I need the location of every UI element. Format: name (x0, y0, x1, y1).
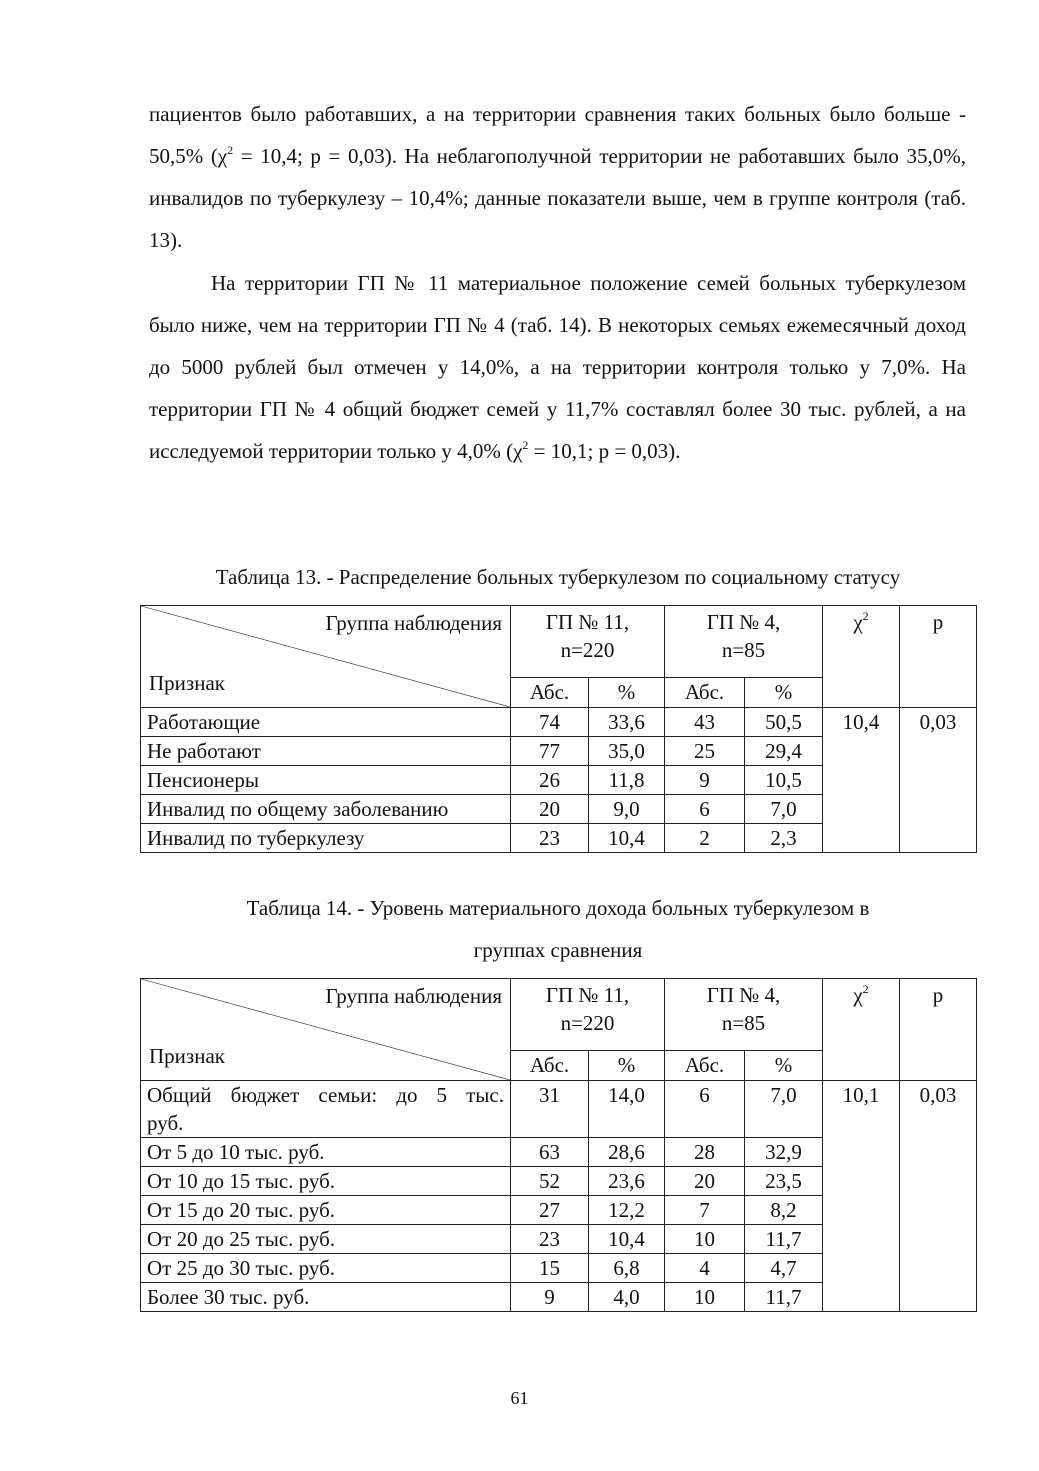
gp11-abs: 77 (511, 737, 589, 766)
abs-header: Абс. (511, 1051, 589, 1081)
p-value: 0,03 (900, 1081, 977, 1312)
gp4-abs: 7 (665, 1196, 745, 1225)
pct-header: % (589, 1051, 665, 1081)
table-row (141, 1081, 977, 1138)
gp11-pct: 23,6 (589, 1167, 665, 1196)
gp4-abs: 6 (665, 795, 745, 824)
feature-label: Признак (149, 1044, 225, 1068)
row-label: Инвалид по туберкулезу (141, 824, 511, 853)
chi-square-superscript: 2 (522, 438, 529, 452)
gp4-pct: 10,5 (745, 766, 823, 795)
row-label: От 10 до 15 тыс. руб. (141, 1167, 511, 1196)
gp11-abs: 26 (511, 766, 589, 795)
chi-header: $\chi^2$ (823, 979, 900, 1081)
gp4-pct: 29,4 (745, 737, 823, 766)
gp11-pct: 9,0 (589, 795, 665, 824)
chi-value: 10,4 (823, 708, 900, 853)
gp11-pct: 4,0 (589, 1283, 665, 1312)
gp4-pct: 50,5 (745, 708, 823, 737)
table-header-diagonal-cell (141, 979, 511, 1081)
pct-header: % (745, 678, 823, 708)
gp11-pct: 14,0 (589, 1081, 665, 1138)
gp11-abs: 74 (511, 708, 589, 737)
table-14-caption-line-1: Таблица 14. - Уровень материального дохода больных туберкулезом в (246, 896, 870, 920)
table-14 (140, 978, 977, 1312)
gp11-header: ГП № 11, n=220 (511, 979, 665, 1051)
gp4-pct: 11,7 (745, 1283, 823, 1312)
gp11-abs: 63 (511, 1138, 589, 1167)
gp4-abs: 9 (665, 766, 745, 795)
row-label: От 25 до 30 тыс. руб. (141, 1254, 511, 1283)
gp11-pct: 10,4 (589, 824, 665, 853)
gp4-pct: 7,0 (745, 795, 823, 824)
page-number: 61 (510, 1388, 529, 1408)
gp11-abs: 52 (511, 1167, 589, 1196)
row-label: Не работают (141, 737, 511, 766)
table-row (141, 708, 977, 737)
row-label: Общий бюджет семьи: до 5 тыс. руб. (141, 1081, 511, 1138)
abs-header: Абс. (665, 1051, 745, 1081)
gp4-abs: 28 (665, 1138, 745, 1167)
table-header-diagonal-cell (141, 606, 511, 708)
table-13 (140, 605, 977, 853)
gp11-abs: 15 (511, 1254, 589, 1283)
paragraph-1: пациентов было работавших, а на территории сравнения таких больных было больше - 50,5% ($\chi^2 = 10,4$; р = 0,03). На неблагополучной территории не работавших было 35,0%, инвалидов по туберкулезу – 10,4%; данные показатели выше, чем в группе контроля (таб. 13). (149, 102, 966, 252)
row-label: От 15 до 20 тыс. руб. (141, 1196, 511, 1225)
gp11-pct: 35,0 (589, 737, 665, 766)
chi-square-superscript: 2 (227, 143, 234, 157)
gp4-pct: 23,5 (745, 1167, 823, 1196)
table-14-caption-line-2: группах сравнения (473, 938, 643, 962)
feature-label: Признак (149, 671, 225, 695)
row-label: От 20 до 25 тыс. руб. (141, 1225, 511, 1254)
gp4-abs: 20 (665, 1167, 745, 1196)
gp11-pct: 33,6 (589, 708, 665, 737)
chi-value: 10,1 (823, 1081, 900, 1312)
gp11-header: ГП № 11, n=220 (511, 606, 665, 678)
row-label: Пенсионеры (141, 766, 511, 795)
gp4-abs: 25 (665, 737, 745, 766)
gp4-pct: 8,2 (745, 1196, 823, 1225)
gp11-abs: 23 (511, 1225, 589, 1254)
gp4-abs: 43 (665, 708, 745, 737)
pct-header: % (589, 678, 665, 708)
gp11-abs: 9 (511, 1283, 589, 1312)
gp4-pct: 7,0 (745, 1081, 823, 1138)
abs-header: Абс. (511, 678, 589, 708)
p-value: 0,03 (900, 708, 977, 853)
row-label: Более 30 тыс. руб. (141, 1283, 511, 1312)
row-label: Работающие (141, 708, 511, 737)
gp11-pct: 12,2 (589, 1196, 665, 1225)
group-label: Группа наблюдения (325, 611, 502, 635)
gp4-pct: 4,7 (745, 1254, 823, 1283)
gp11-abs: 31 (511, 1081, 589, 1138)
gp4-header: ГП № 4, n=85 (665, 979, 823, 1051)
gp4-pct: 2,3 (745, 824, 823, 853)
gp11-pct: 10,4 (589, 1225, 665, 1254)
gp11-abs: 27 (511, 1196, 589, 1225)
chi-header: $\chi^2$ (823, 606, 900, 708)
table-13-caption: Таблица 13. - Распределение больных туберкулезом по социальному статусу (215, 565, 901, 589)
pct-header: % (745, 1051, 823, 1081)
gp4-abs: 2 (665, 824, 745, 853)
row-label: Инвалид по общему заболеванию (141, 795, 511, 824)
paragraph-2: На территории ГП № 11 материальное положение семей больных туберкулезом было ниже, чем на территории ГП № 4 (таб. 14). В некоторых семьях ежемесячный доход до 5000 рублей был отмечен у 14,0%, а на территории контроля только у 7,0%. На территории ГП № 4 общий бюджет семей у 11,7% составлял более 30 тыс. рублей, а на исследуемой территории только у 4,0% ($\chi^2 = 10,1$; р = 0,03). (149, 271, 966, 463)
gp4-pct: 11,7 (745, 1225, 823, 1254)
gp11-pct: 11,8 (589, 766, 665, 795)
gp11-abs: 20 (511, 795, 589, 824)
abs-header: Абс. (665, 678, 745, 708)
gp4-abs: 6 (665, 1081, 745, 1138)
gp4-abs: 4 (665, 1254, 745, 1283)
group-label: Группа наблюдения (325, 984, 502, 1008)
gp4-header: ГП № 4, n=85 (665, 606, 823, 678)
gp4-pct: 32,9 (745, 1138, 823, 1167)
gp11-abs: 23 (511, 824, 589, 853)
gp11-pct: 28,6 (589, 1138, 665, 1167)
gp4-abs: 10 (665, 1225, 745, 1254)
row-label: От 5 до 10 тыс. руб. (141, 1138, 511, 1167)
gp4-abs: 10 (665, 1283, 745, 1312)
gp11-pct: 6,8 (589, 1254, 665, 1283)
p-header: р (900, 606, 977, 708)
p-header: р (900, 979, 977, 1081)
